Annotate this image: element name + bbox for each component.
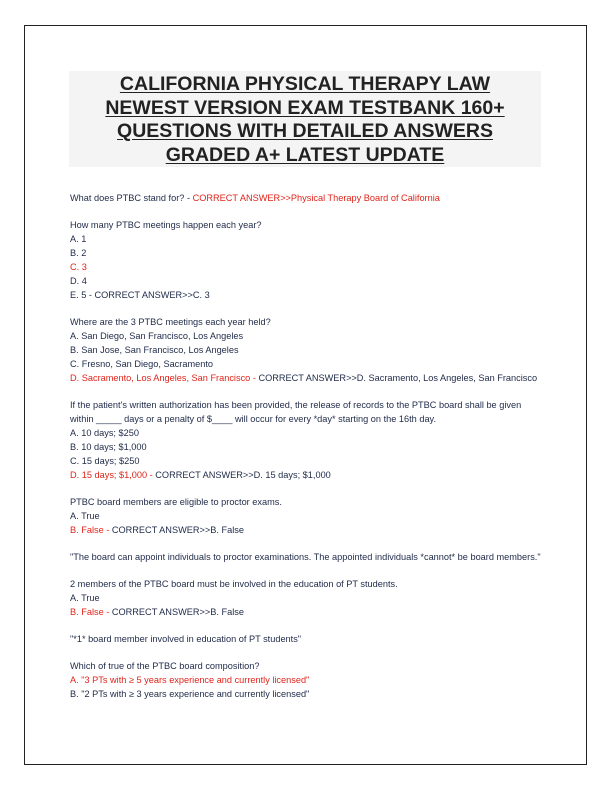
question-block-5 (70, 495, 545, 537)
option-c: C. 15 days; $250 (70, 456, 140, 466)
question-block-7 (70, 659, 545, 701)
option-b: B. San Jose, San Francisco, Los Angeles (70, 345, 239, 355)
option-b-line (70, 523, 545, 537)
option-d-correct: D. 15 days; $1,000 - (70, 470, 156, 480)
correct-answer: CORRECT ANSWER>>D. Sacramento, Los Angeles, San Francisco (258, 373, 538, 383)
correct-answer: CORRECT ANSWER>>C. 3 (94, 290, 210, 300)
title-line: GRADED A+ LATEST UPDATE (165, 143, 445, 166)
option-a: A. San Diego, San Francisco, Los Angeles (70, 331, 244, 341)
option-b: B. 2 (70, 248, 87, 258)
option-e: E. 5 - (70, 290, 95, 300)
option-b-line (70, 605, 545, 619)
option-d: D. 4 (70, 276, 87, 286)
option-d-line (70, 468, 545, 482)
question-text: Where are the 3 PTBC meetings each year held? (70, 317, 271, 327)
correct-answer: CORRECT ANSWER>>D. 15 days; $1,000 (155, 470, 331, 480)
option-b: B. 10 days; $1,000 (70, 442, 147, 452)
question-text: PTBC board members are eligible to proctor exams. (70, 497, 282, 507)
option-b-correct: B. False - (70, 525, 112, 535)
option-b: B. "2 PTs with ≥ 3 years experience and currently licensed" (70, 689, 310, 699)
qa-content (70, 191, 545, 714)
option-b-correct: B. False - (70, 607, 112, 617)
question-text: How many PTBC meetings happen each year? (70, 220, 262, 230)
option-a-correct: A. "3 PTs with ≥ 5 years experience and currently licensed" (70, 675, 310, 685)
question-block-1 (70, 191, 545, 205)
option-a: A. True (70, 511, 100, 521)
option-e-line (70, 288, 545, 302)
question-text: What does PTBC stand for? - (70, 193, 193, 203)
question-block-2 (70, 218, 545, 302)
option-d-correct: D. Sacramento, Los Angeles, San Francisco - (70, 373, 259, 383)
title-line: CALIFORNIA PHYSICAL THERAPY LAW (119, 73, 491, 95)
document-title (69, 71, 541, 167)
question-text: If the patient's written authorization has been provided, the release of records to the PTBC board shall be given within _____ days or a penalty of $____ will occur for every *day* starting on the 16th day. (70, 400, 522, 424)
correct-answer: CORRECT ANSWER>>Physical Therapy Board of California (192, 193, 440, 203)
title-line: QUESTIONS WITH DETAILED ANSWERS (117, 120, 493, 142)
option-a: A. 10 days; $250 (70, 428, 139, 438)
note-block-2 (70, 632, 545, 646)
explanation-note: "*1* board member involved in education of PT students" (70, 634, 302, 644)
option-a: A. 1 (70, 234, 87, 244)
title-line: NEWEST VERSION EXAM TESTBANK 160+ (105, 96, 505, 119)
correct-answer: CORRECT ANSWER>>B. False (111, 525, 244, 535)
correct-answer: CORRECT ANSWER>>B. False (111, 607, 244, 617)
title-box (69, 71, 541, 167)
option-a: A. True (70, 593, 100, 603)
question-text: 2 members of the PTBC board must be involved in the education of PT students. (70, 579, 398, 589)
option-d-line (70, 371, 545, 385)
note-block-1 (70, 550, 545, 564)
option-c-correct: C. 3 (70, 262, 87, 272)
question-line (70, 191, 545, 205)
question-block-3 (70, 315, 545, 385)
question-block-6 (70, 577, 545, 619)
explanation-note: "The board can appoint individuals to proctor examinations. The appointed individuals *cannot* be board members." (70, 552, 541, 562)
question-block-4 (70, 398, 545, 482)
question-text: Which of true of the PTBC board composition? (70, 661, 260, 671)
option-c: C. Fresno, San Diego, Sacramento (70, 359, 213, 369)
